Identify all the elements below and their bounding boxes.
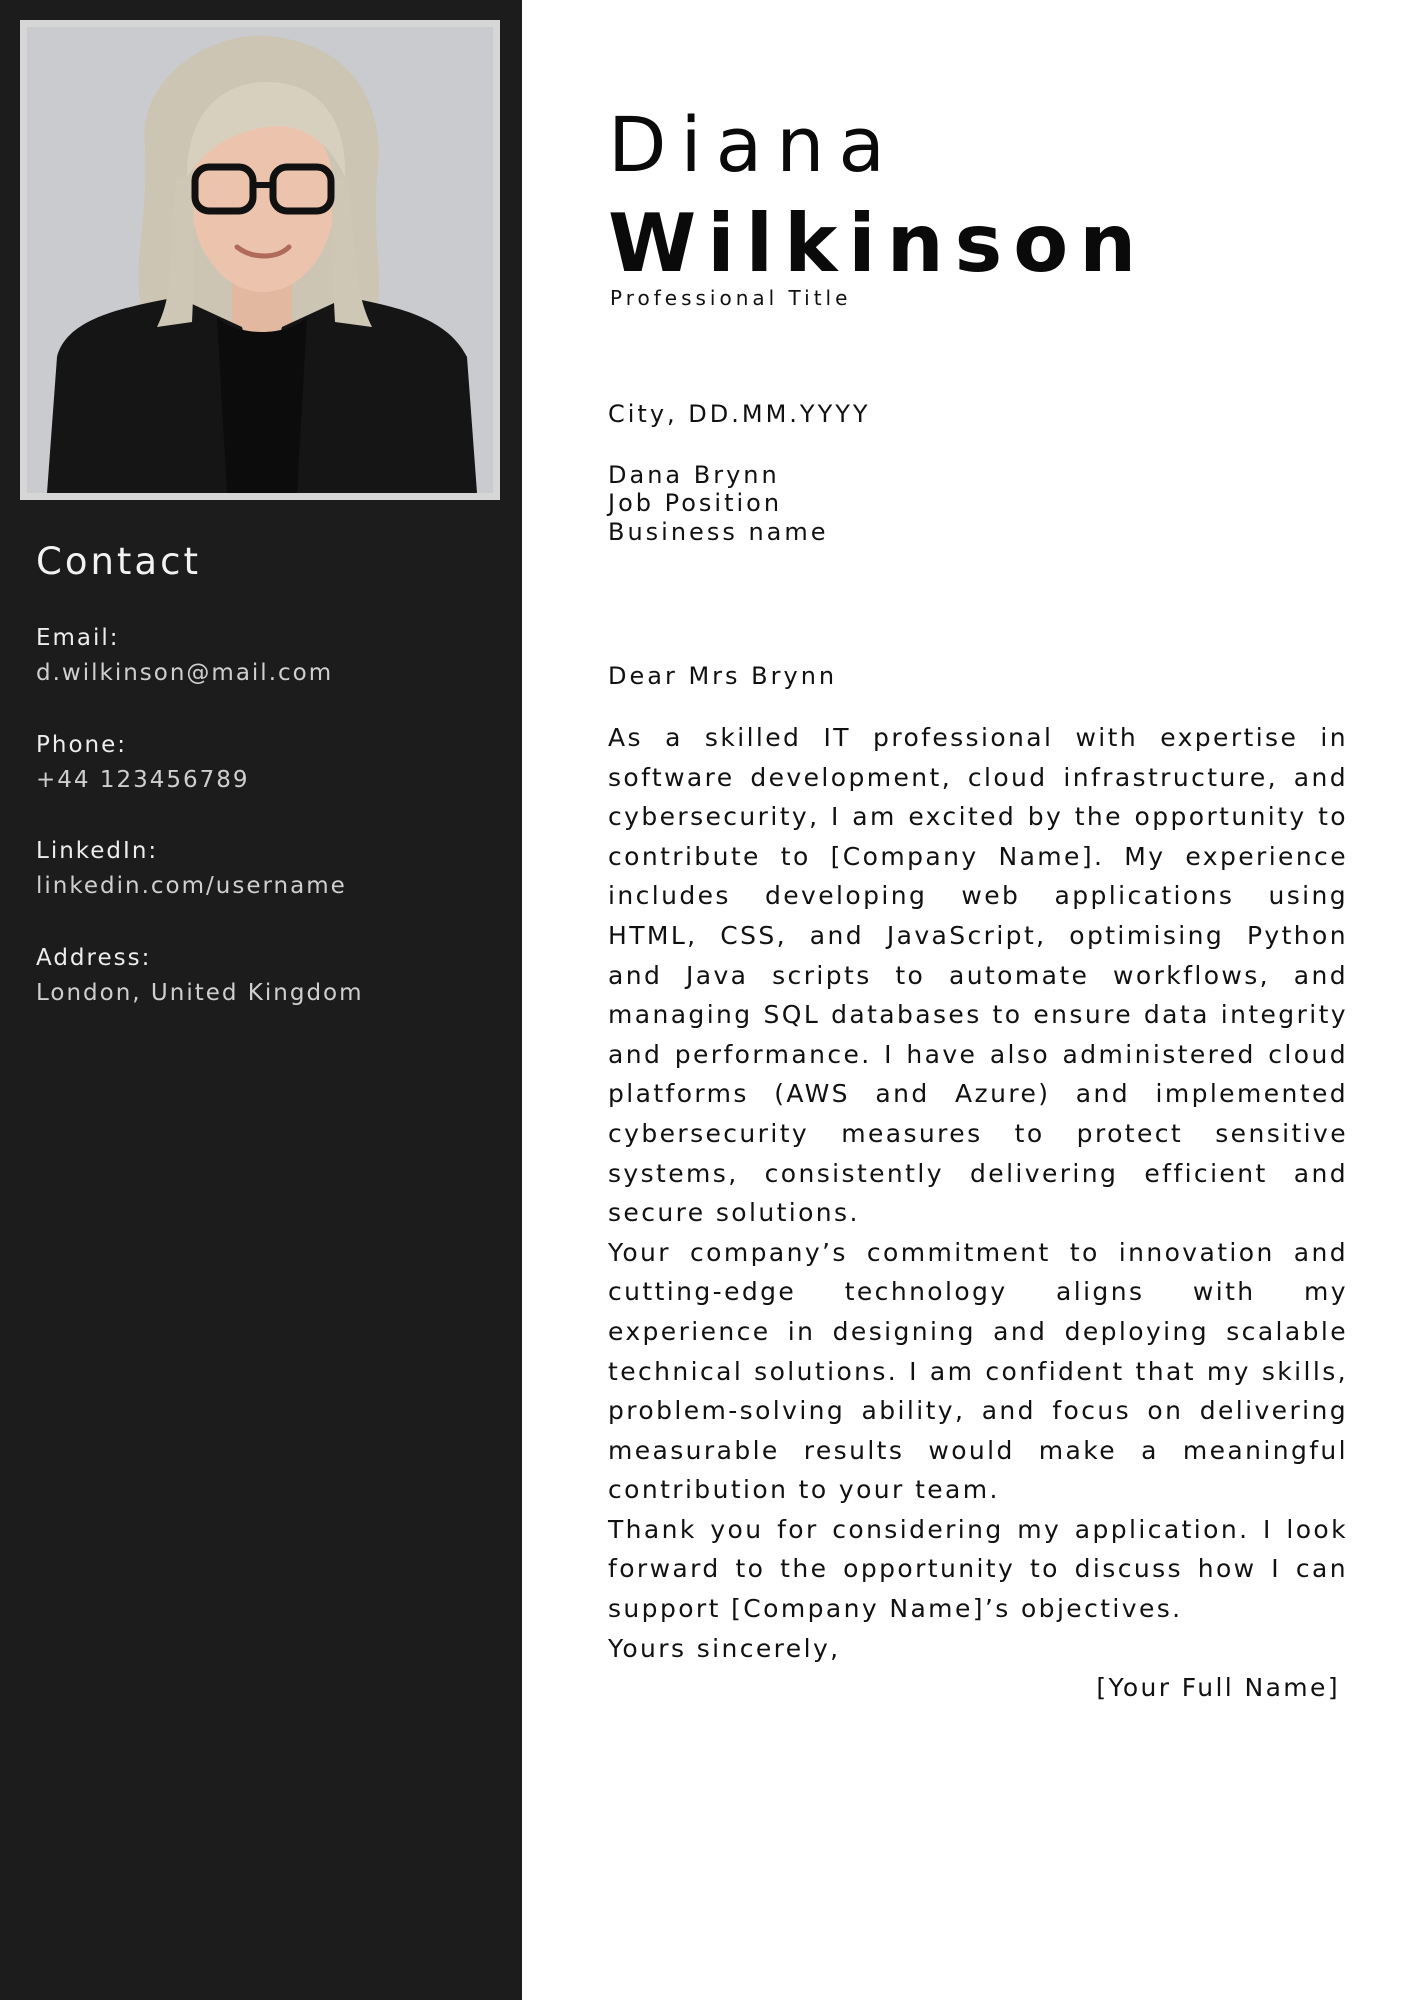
sidebar <box>0 0 522 2000</box>
letter-paragraph-3: Thank you for considering my application. I look forward to the opportunity to discuss how I can support [Company Name]’s objectives. <box>608 1514 1348 1624</box>
portrait-image <box>27 27 493 493</box>
city-date: City, DD.MM.YYYY <box>608 400 871 428</box>
contact-linkedin-label: LinkedIn: <box>36 838 159 864</box>
letter-paragraph-1: As a skilled IT professional with expertise in software development, cloud infrastructure, and cybersecurity, I am excited by the opportunity to contribute to [Company Name]. My experience includes developing web applications using HTML, CSS, and JavaScript, optimising Python and Java scripts to automate workflows, and managing SQL databases to ensure data integrity and performance. I have also administered cloud platforms (AWS and Azure) and implemented cybersecurity measures to protect sensitive systems, consistently delivering efficient and secure solutions. <box>608 723 1348 1228</box>
professional-title: Professional Title <box>610 286 852 310</box>
recipient-position: Job Position <box>608 489 783 517</box>
last-name: Wilkinson <box>608 197 1148 290</box>
contact-linkedin <box>36 834 506 904</box>
closing: Yours sincerely, <box>608 1633 841 1663</box>
contact-phone-label: Phone: <box>36 732 127 758</box>
recipient-name: Dana Brynn <box>608 461 780 489</box>
contact-address-value: London, United Kingdom <box>36 980 364 1006</box>
signature: [Your Full Name] <box>1096 1673 1340 1703</box>
contact-email <box>36 621 506 691</box>
contact-heading: Contact <box>36 540 201 583</box>
letter-body <box>608 648 1348 1708</box>
letter-paragraph-2: Your company’s commitment to innovation and cutting-edge technology aligns with my experience in designing and deploying scalable technical solutions. I am confident that my skills, problem-solving ability, and focus on delivering measurable results would make a meaningful contribution to your team. <box>608 1237 1348 1505</box>
salutation: Dear Mrs Brynn <box>608 662 838 690</box>
contact-address <box>36 941 506 1011</box>
contact-address-label: Address: <box>36 945 152 971</box>
contact-email-value[interactable]: d.wilkinson@mail.com <box>36 660 334 686</box>
contact-email-label: Email: <box>36 625 120 651</box>
contact-linkedin-value[interactable]: linkedin.com/username <box>36 873 347 899</box>
contact-phone-value[interactable]: +44 123456789 <box>36 767 250 793</box>
first-name: Diana <box>608 100 899 189</box>
profile-photo <box>20 20 500 500</box>
business-name: Business name <box>608 518 829 546</box>
contact-phone <box>36 728 506 798</box>
